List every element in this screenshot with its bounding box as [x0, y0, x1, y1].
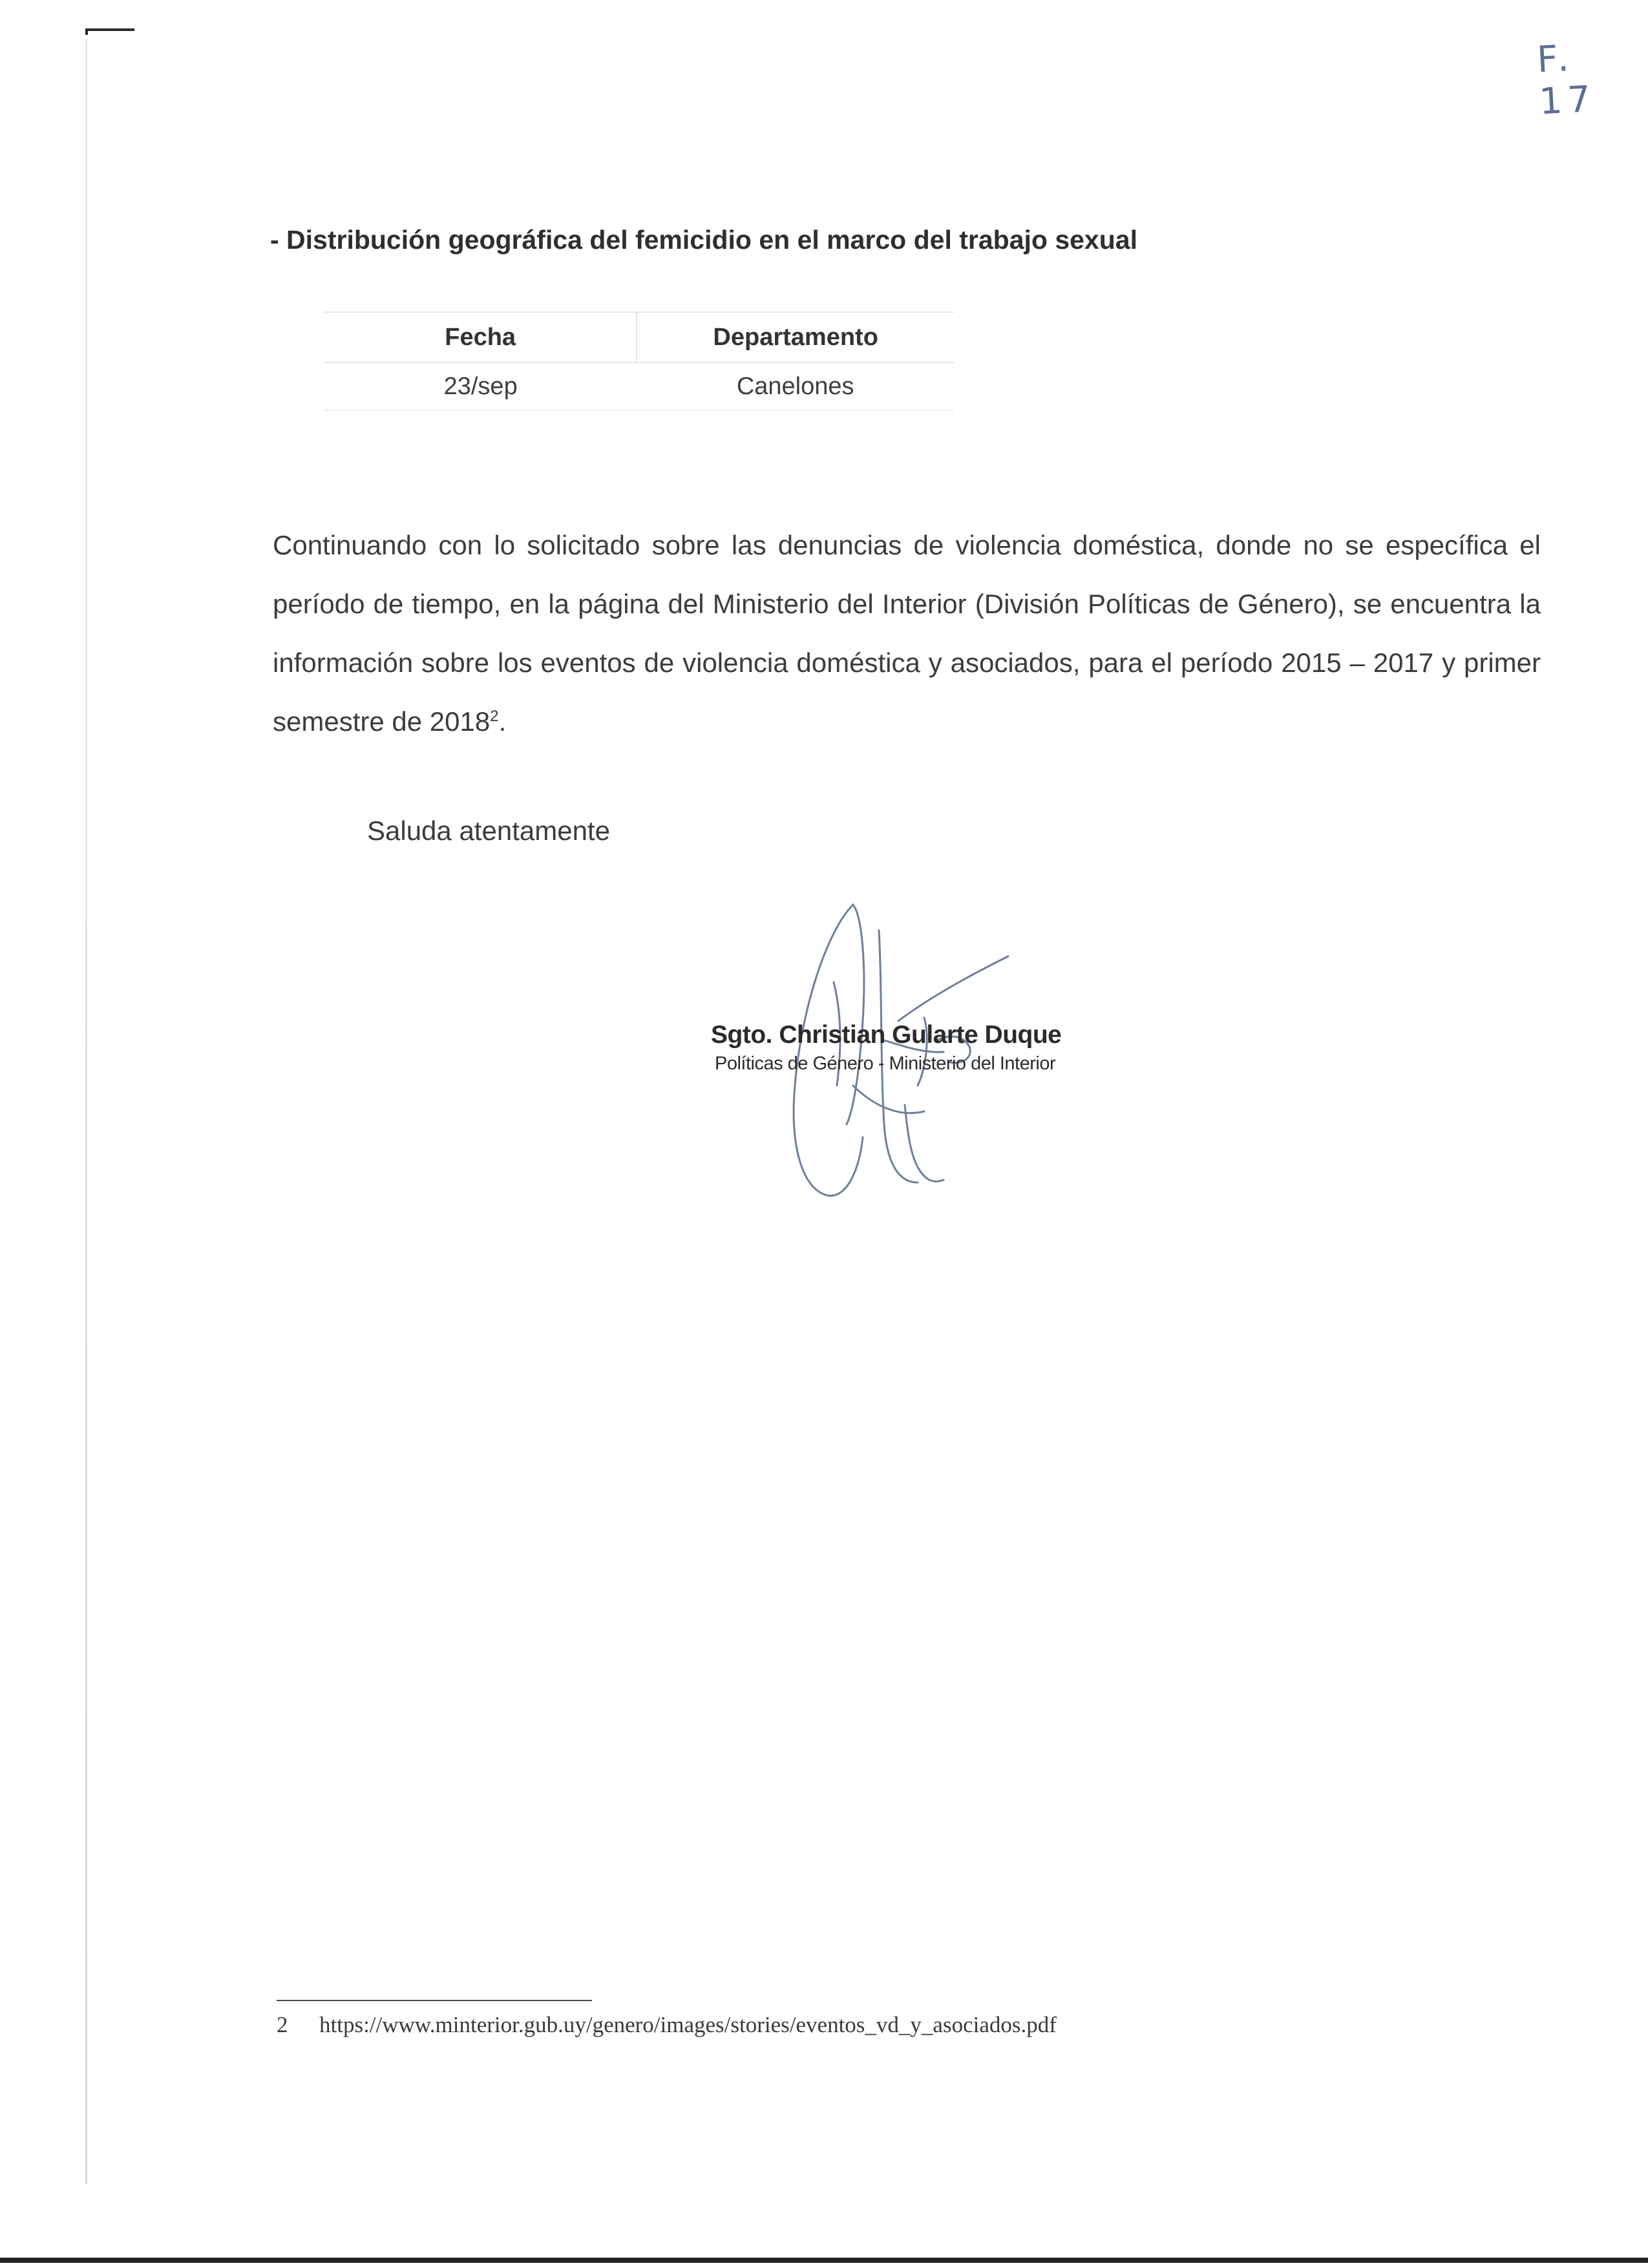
table-header-departamento: Departamento [637, 312, 954, 362]
table-row [324, 362, 954, 410]
section-heading: - Distribución geográfica del femicidio en el marco del trabajo sexual [270, 225, 1137, 255]
signature-block [711, 1021, 1099, 1075]
table-cell-departamento: Canelones [637, 362, 954, 410]
body-paragraph-text: Continuando con lo solicitado sobre las denuncias de violencia doméstica, donde no se específica el período de tiempo, en la página del Ministerio del Interior (División Políticas de Género), se encuentra la información sobre los eventos de violencia doméstica y asociados, para el período 2015 – 2017 y primer semestre de 2018 [273, 530, 1541, 737]
table-header-fecha: Fecha [324, 312, 637, 362]
body-paragraph-ending: . [498, 706, 507, 737]
scan-left-edge [85, 39, 87, 2184]
footnote-url[interactable]: https://www.minterior.gub.uy/genero/images/stories/eventos_vd_y_asociados.pdf [319, 2012, 1057, 2037]
table-cell-fecha: 23/sep [324, 362, 637, 410]
scan-corner-mark [85, 28, 134, 35]
folio-number: F. 17 [1536, 37, 1597, 123]
closing-salutation: Saluda atentamente [367, 815, 610, 846]
footnote-reference: 2 [490, 708, 499, 725]
footnote-separator [277, 2000, 592, 2001]
scan-bottom-edge [0, 2258, 1648, 2263]
footnote-number: 2 [277, 2012, 288, 2037]
body-paragraph [273, 516, 1541, 751]
footnote [277, 2012, 1057, 2038]
signer-role: Políticas de Género - Ministerio del Interior [715, 1053, 1056, 1074]
signer-name: Sgto. Christian Gularte Duque [711, 1021, 1062, 1049]
table-header-row [324, 312, 954, 362]
femicide-table [324, 311, 954, 411]
